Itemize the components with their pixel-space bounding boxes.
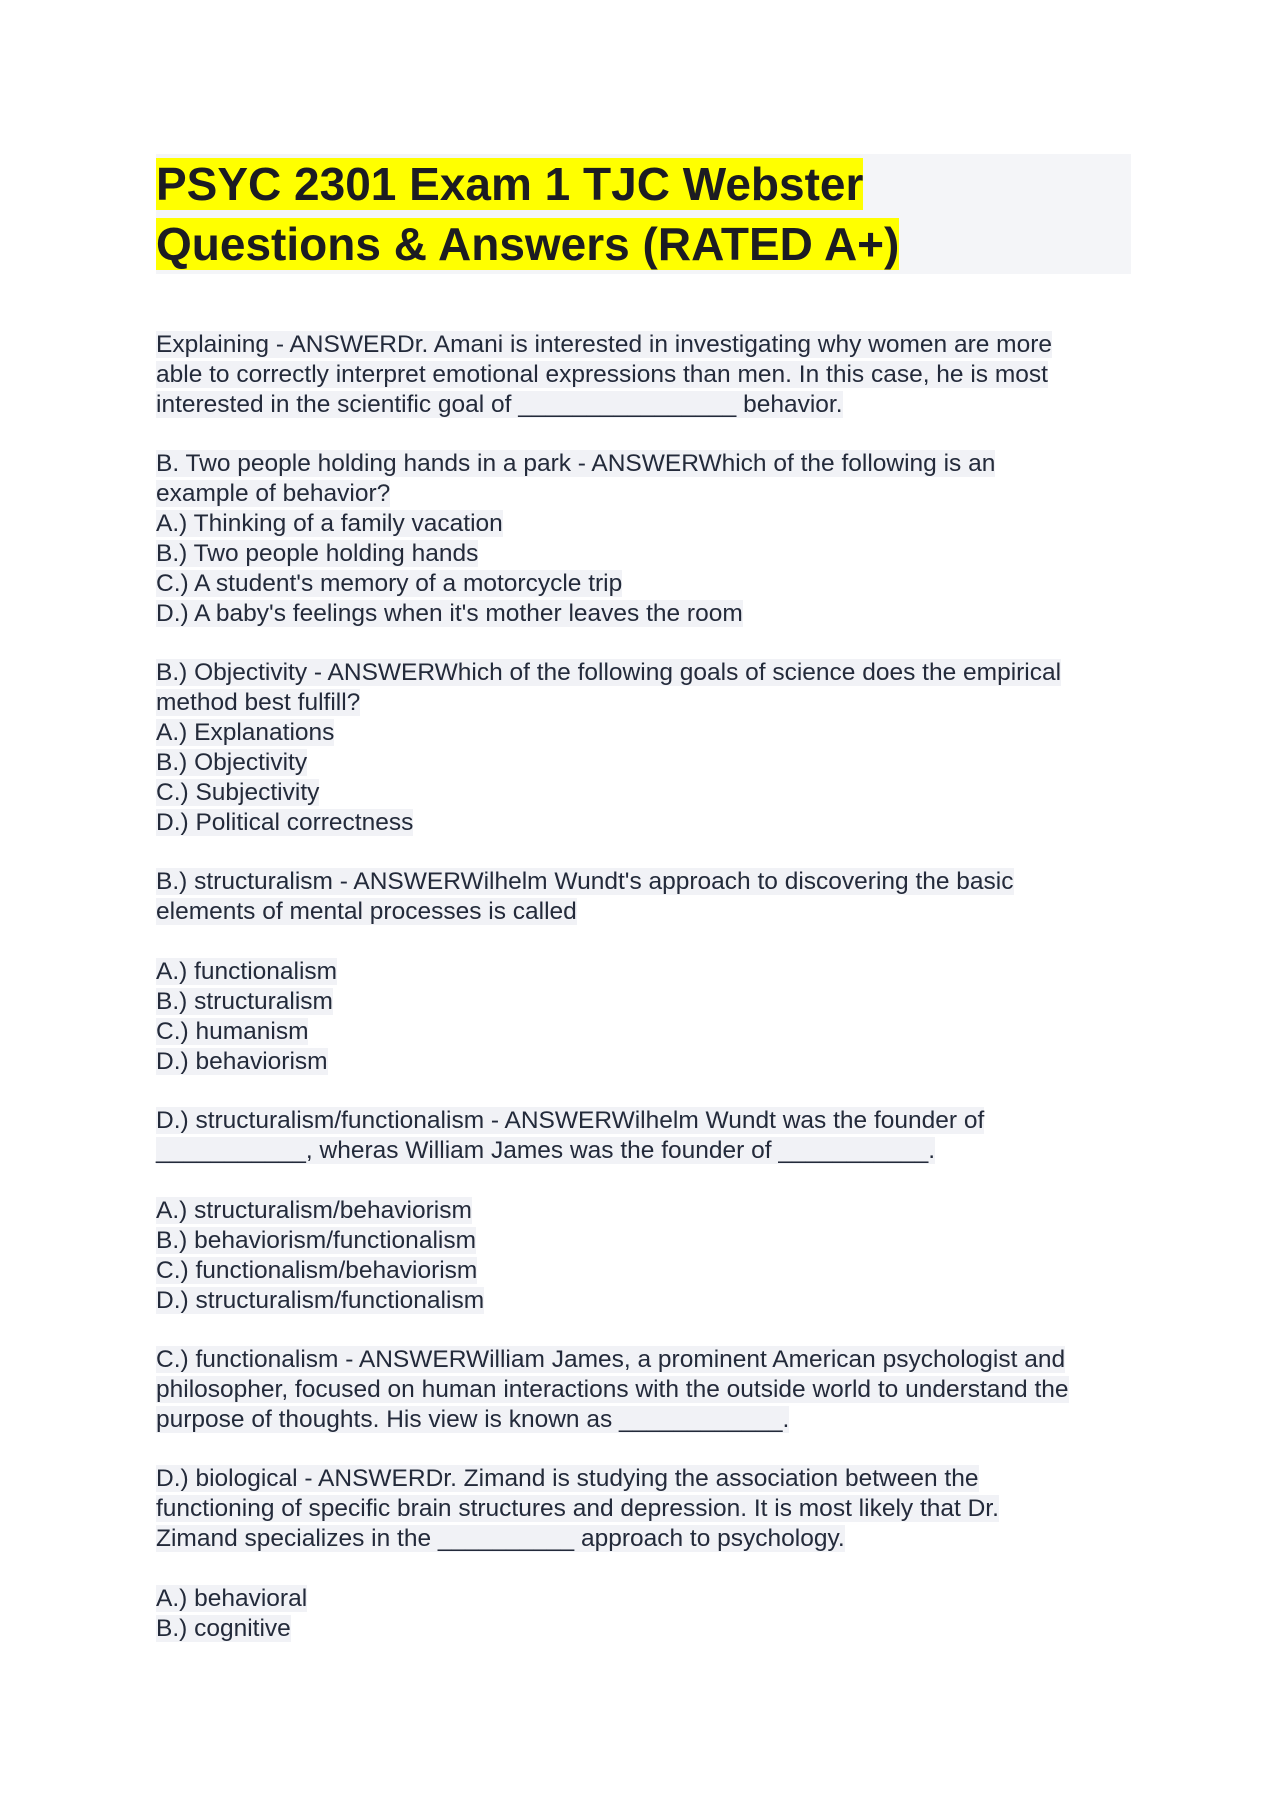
qa-line-text: A.) Explanations: [156, 719, 335, 746]
qa-text-line: [156, 360, 1131, 390]
qa-text-line: [156, 957, 1131, 987]
blank-line: [156, 927, 1131, 957]
qa-line-text: B.) Two people holding hands: [156, 540, 479, 567]
qa-item: [156, 658, 1131, 838]
title-line-2: Questions & Answers (RATED A+): [156, 218, 900, 270]
qa-list: [156, 330, 1131, 1644]
qa-text-line: [156, 539, 1131, 569]
qa-answer-question-line: [156, 1464, 1131, 1494]
qa-text-line: [156, 1136, 1131, 1166]
qa-text-line: [156, 778, 1131, 808]
qa-text-line: [156, 1494, 1131, 1524]
qa-line-text: D.) biological - ANSWERDr. Zimand is studying the association between the: [156, 1465, 979, 1492]
title-line-1: PSYC 2301 Exam 1 TJC Webster: [156, 158, 864, 210]
qa-text-line: [156, 1047, 1131, 1077]
qa-answer-question-line: [156, 867, 1131, 897]
document-page: [156, 154, 1131, 1673]
qa-text-line: [156, 987, 1131, 1017]
qa-answer-question-line: [156, 449, 1131, 479]
qa-text-line: [156, 1375, 1131, 1405]
qa-text-line: [156, 1256, 1131, 1286]
blank-line: [156, 1554, 1131, 1584]
qa-line-text: Zimand specializes in the __________ approach to psychology.: [156, 1525, 845, 1552]
qa-line-text: D.) A baby's feelings when it's mother leaves the room: [156, 600, 743, 627]
qa-text-line: [156, 1286, 1131, 1316]
qa-line-text: B. Two people holding hands in a park - ANSWERWhich of the following is an: [156, 450, 996, 477]
qa-item: [156, 330, 1131, 420]
qa-item: [156, 1345, 1131, 1435]
qa-answer-question-line: [156, 1345, 1131, 1375]
qa-line-text: D.) Political correctness: [156, 809, 414, 836]
qa-answer-question-line: [156, 658, 1131, 688]
qa-line-text: example of behavior?: [156, 480, 391, 507]
qa-item: [156, 449, 1131, 629]
qa-text-line: [156, 509, 1131, 539]
qa-line-text: A.) behavioral: [156, 1585, 308, 1612]
qa-text-line: [156, 1226, 1131, 1256]
qa-text-line: [156, 808, 1131, 838]
qa-line-text: purpose of thoughts. His view is known as ____________.: [156, 1406, 790, 1433]
qa-line-text: B.) Objectivity: [156, 749, 308, 776]
qa-text-line: [156, 1196, 1131, 1226]
qa-line-text: B.) structuralism - ANSWERWilhelm Wundt's approach to discovering the basic: [156, 868, 1014, 895]
qa-line-text: method best fulfill?: [156, 689, 361, 716]
qa-line-text: ___________, wheras William James was the founder of ___________.: [156, 1137, 936, 1164]
qa-line-text: C.) functionalism - ANSWERWilliam James, a prominent American psychologist and: [156, 1346, 1066, 1373]
qa-text-line: [156, 479, 1131, 509]
qa-line-text: B.) Objectivity - ANSWERWhich of the following goals of science does the empirical: [156, 659, 1062, 686]
qa-answer-question-line: [156, 330, 1131, 360]
qa-line-text: C.) functionalism/behaviorism: [156, 1257, 478, 1284]
qa-line-text: C.) humanism: [156, 1018, 309, 1045]
qa-text-line: [156, 718, 1131, 748]
qa-line-text: C.) A student's memory of a motorcycle trip: [156, 570, 623, 597]
qa-item: [156, 1464, 1131, 1644]
qa-text-line: [156, 1405, 1131, 1435]
qa-line-text: A.) Thinking of a family vacation: [156, 510, 503, 537]
qa-line-text: A.) structuralism/behaviorism: [156, 1197, 472, 1224]
qa-text-line: [156, 599, 1131, 629]
qa-item: [156, 1106, 1131, 1316]
qa-text-line: [156, 688, 1131, 718]
qa-line-text: A.) functionalism: [156, 958, 338, 985]
qa-text-line: [156, 1584, 1131, 1614]
qa-line-text: D.) structuralism/functionalism - ANSWERWilhelm Wundt was the founder of: [156, 1107, 985, 1134]
qa-text-line: [156, 1614, 1131, 1644]
qa-line-text: philosopher, focused on human interactions with the outside world to understand the: [156, 1376, 1069, 1403]
qa-line-text: B.) behaviorism/functionalism: [156, 1227, 476, 1254]
qa-answer-question-line: [156, 1106, 1131, 1136]
qa-line-text: elements of mental processes is called: [156, 898, 577, 925]
qa-text-line: [156, 1017, 1131, 1047]
qa-line-text: Explaining - ANSWERDr. Amani is interested in investigating why women are more: [156, 331, 1052, 358]
qa-line-text: able to correctly interpret emotional expressions than men. In this case, he is most: [156, 361, 1048, 388]
qa-text-line: [156, 748, 1131, 778]
qa-line-text: functioning of specific brain structures and depression. It is most likely that Dr.: [156, 1495, 999, 1522]
qa-item: [156, 867, 1131, 1077]
qa-line-text: interested in the scientific goal of ________________ behavior.: [156, 391, 843, 418]
qa-text-line: [156, 390, 1131, 420]
qa-line-text: B.) cognitive: [156, 1615, 291, 1642]
blank-line: [156, 1166, 1131, 1196]
qa-line-text: D.) structuralism/functionalism: [156, 1287, 485, 1314]
qa-text-line: [156, 569, 1131, 599]
qa-line-text: C.) Subjectivity: [156, 779, 320, 806]
qa-line-text: B.) structuralism: [156, 988, 333, 1015]
document-title: [156, 154, 1131, 274]
qa-line-text: D.) behaviorism: [156, 1048, 328, 1075]
qa-text-line: [156, 897, 1131, 927]
qa-text-line: [156, 1524, 1131, 1554]
